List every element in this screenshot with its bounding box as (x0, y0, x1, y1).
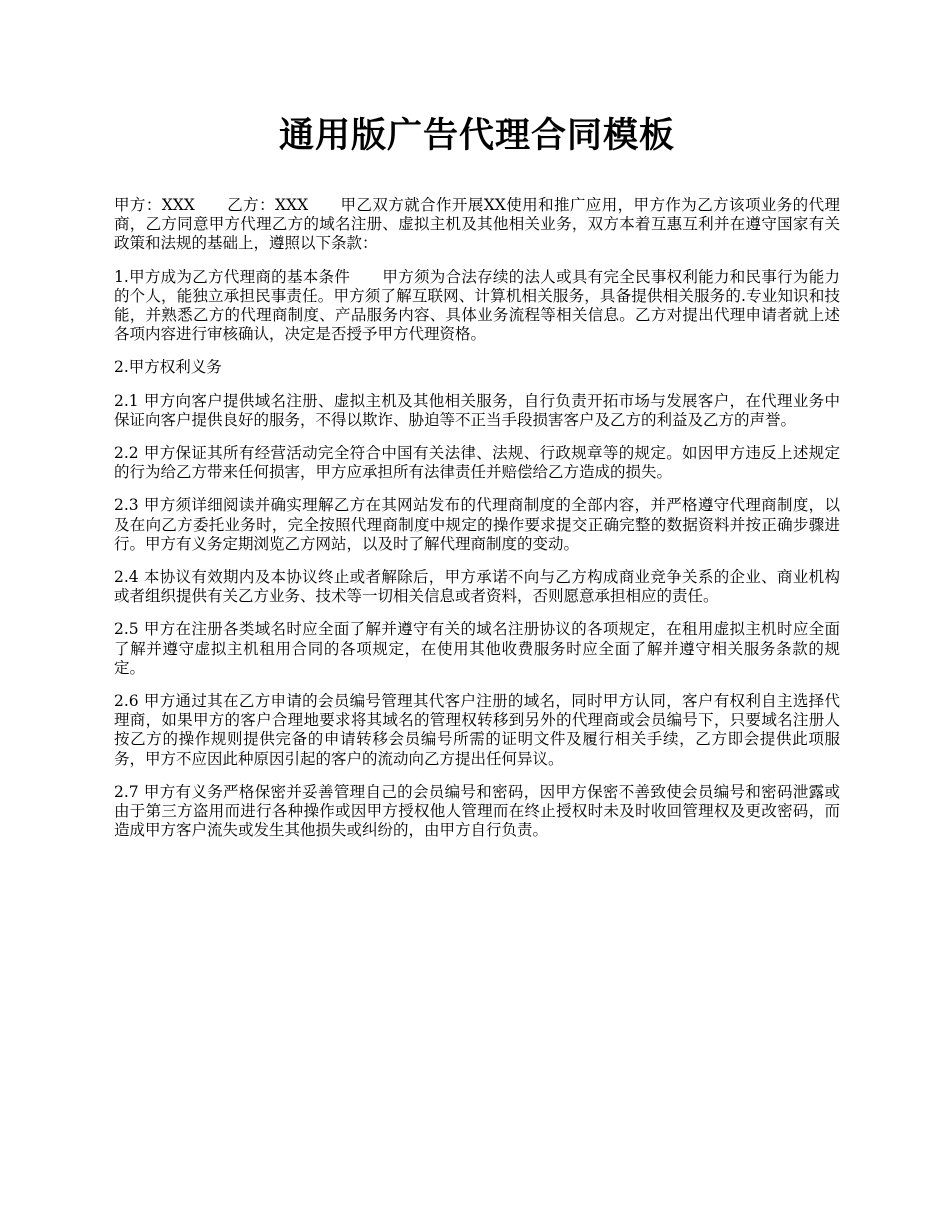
intro-paragraph (114, 196, 840, 254)
clause-2-2: 2.2 甲方保证其所有经营活动完全符合中国有关法律、法规、行政规章等的规定。如因甲方违反上述规定的行为给乙方带来任何损害，甲方应承担所有法律责任并赔偿给乙方造成的损失。 (114, 444, 840, 482)
section-1-heading: 1.甲方成为乙方代理商的基本条件 (114, 267, 351, 286)
party-b: 乙方：XXX (226, 196, 309, 214)
document-page (114, 108, 840, 854)
clause-2-7: 2.7 甲方有义务严格保密并妥善管理自己的会员编号和密码，因甲方保密不善致使会员编号和密码泄露或由于第三方盗用而进行各种操作或因甲方授权他人管理而在终止授权时未及时收回管理权及更改密码，而造成甲方客户流失或发生其他损失或纠纷的，由甲方自行负责。 (114, 782, 840, 840)
clause-2-3: 2.3 甲方须详细阅读并确实理解乙方在其网站发布的代理商制度的全部内容，并严格遵守代理商制度，以及在向乙方委托业务时，完全按照代理商制度中规定的操作要求提交正确完整的数据资料并按正确步骤进行。甲方有义务定期浏览乙方网站，以及时了解代理商制度的变动。 (114, 496, 840, 553)
party-a: 甲方：XXX (114, 196, 195, 214)
clause-2-5: 2.5 甲方在注册各类域名时应全面了解并遵守有关的域名注册协议的各项规定，在租用虚拟主机时应全面了解并遵守虚拟主机租用合同的各项规定，在使用其他收费服务时应全面了解并遵守相关服务条款的规定。 (114, 620, 840, 677)
clause-2-6: 2.6 甲方通过其在乙方申请的会员编号管理其代客户注册的域名，同时甲方认同，客户有权利自主选择代理商，如果甲方的客户合理地要求将其域名的管理权转移到另外的代理商或会员编号下，只要域名注册人按乙方的操作规则提供完备的申请转移会员编号所需的证明文件及履行相关手续，乙方即会提供此项服务，甲方不应因此种原因引起的客户的流动向乙方提出任何异议。 (114, 692, 840, 768)
section-1-text: 甲方须为合法存续的法人或具有完全民事权利能力和民事行为能力的个人，能独立承担民事责任。甲方须了解互联网、计算机相关服务，具备提供相关服务的.专业知识和技能，并熟悉乙方的代理商制度、产品服务内容、具体业务流程等相关信息。乙方对提出代理申请者就上述各项内容进行审核确认，决定是否授予甲方代理资格。 (114, 267, 840, 344)
section-1-paragraph (114, 268, 840, 345)
document-title: 通用版广告代理合同模板 (278, 115, 675, 156)
clause-2-1: 2.1 甲方向客户提供域名注册、虚拟主机及其他相关服务，自行负责开拓市场与发展客户，在代理业务中保证向客户提供良好的服务，不得以欺诈、胁迫等不正当手段损害客户及乙方的利益及乙方的声誉。 (114, 391, 840, 429)
intro-text: 甲乙双方就合作开展XX使用和推广应用，甲方作为乙方该项业务的代理商，乙方同意甲方代理乙方的域名注册、虚拟主机及其他相关业务，双方本着互惠互利并在遵守国家有关政策和法规的基础上，遵照以下条款： (114, 196, 841, 253)
clause-2-4: 2.4 本协议有效期内及本协议终止或者解除后，甲方承诺不向与乙方构成商业竞争关系的企业、商业机构或者组织提供有关乙方业务、技术等一切相关信息或者资料，否则愿意承担相应的责任。 (114, 568, 840, 606)
section-2-heading: 2.甲方权利义务 (114, 358, 222, 377)
